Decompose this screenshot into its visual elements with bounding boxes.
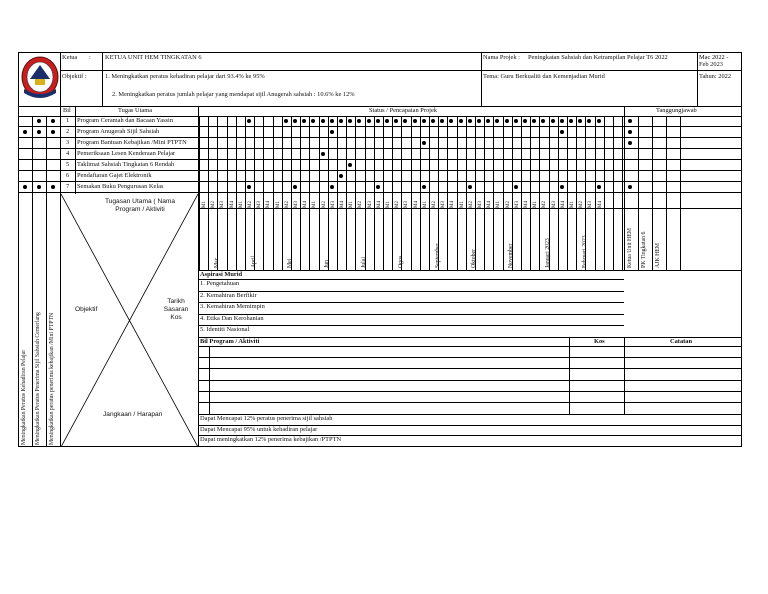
tahun: Tahun: 2022	[699, 73, 732, 80]
schedule-dot	[422, 119, 426, 123]
schedule-dot	[302, 119, 306, 123]
week-label: M3	[515, 201, 520, 208]
task-label: Semakan Buku Pengurusan Kelas	[77, 183, 164, 190]
schedule-dot	[523, 119, 527, 123]
task-number: 6	[66, 172, 70, 179]
schedule-dot	[431, 119, 435, 123]
schedule-dot	[394, 119, 398, 123]
week-label: M2	[542, 201, 547, 208]
responsibility-dot	[628, 141, 632, 145]
schedule-dot	[376, 119, 380, 123]
week-label: M2	[358, 201, 363, 208]
ketua-colon: :	[89, 54, 91, 61]
tanggungjawab-header: Tanggungjawab	[656, 107, 697, 114]
schedule-dot	[505, 119, 509, 123]
schedule-dot	[514, 185, 518, 189]
ketua-value: KETUA UNIT HEM TINGKATAN 6	[105, 54, 202, 61]
month-label: September	[435, 243, 441, 268]
week-label: M1	[312, 201, 317, 208]
task-number: 2	[66, 128, 70, 135]
week-label: M4	[303, 201, 308, 208]
week-label: M1	[386, 201, 391, 208]
aspirasi-item: 3. Kemahiran Memimpin	[200, 303, 265, 310]
month-label: Mac	[214, 257, 220, 268]
schedule-dot	[532, 119, 536, 123]
week-label: M3	[404, 201, 409, 208]
schedule-dot	[293, 119, 297, 123]
week-label: M3	[478, 201, 483, 208]
schedule-dot	[422, 141, 426, 145]
task-label: Pendaftaran Gajet Elektronik	[77, 172, 152, 179]
responsibility-dot	[628, 119, 632, 123]
week-label: M2	[395, 201, 400, 208]
program-catatan: Catatan	[670, 338, 693, 345]
outcome-row: Dapat Mencapai 95% untuk kehadiran pelajar	[200, 426, 318, 433]
schedule-dot	[560, 185, 564, 189]
progress-dot	[23, 130, 27, 134]
responsibility-dot	[628, 130, 632, 134]
schedule-dot	[339, 119, 343, 123]
progress-dot	[37, 130, 41, 134]
school-logo	[20, 53, 60, 103]
schedule-dot	[413, 119, 417, 123]
task-label: Taklimat Sahsiah Tingkatan 6 Rendah	[77, 161, 175, 168]
schedule-dot	[357, 119, 361, 123]
week-label: M4	[414, 201, 419, 208]
outcome-row: Dapat meningkatkan 12% penerima kebajikan /PTPTN	[200, 436, 342, 443]
week-label: M1	[349, 201, 354, 208]
objektif-2: 2. Meningkatkan peratus jumlah pelajar yang mendapat sijil Anugerah sahsiah : 10.6% ke 12%	[112, 91, 355, 98]
week-label: M4	[487, 201, 492, 208]
week-label: M2	[579, 201, 584, 208]
schedule-dot	[578, 119, 582, 123]
schedule-dot	[330, 130, 334, 134]
week-label: M2	[248, 201, 253, 208]
month-label: Oktober	[471, 249, 477, 268]
week-label: M2	[506, 201, 511, 208]
week-label: M2	[469, 201, 474, 208]
progress-dot	[23, 185, 27, 189]
schedule-dot	[560, 130, 564, 134]
week-label: M1	[423, 201, 428, 208]
aspirasi-item: 4. Etika Dan Kerohanian	[200, 315, 264, 322]
month-label: Januari 2023	[545, 238, 551, 268]
schedule-dot	[330, 185, 334, 189]
aspirasi-item: 5. Identiti Nasional	[200, 326, 250, 333]
week-label: M3	[368, 201, 373, 208]
matrix-tugasan: Tugasan Utama ( Nama Program / Aktiviti	[104, 198, 176, 213]
schedule-dot	[330, 119, 334, 123]
schedule-dot	[321, 152, 325, 156]
week-label: M3	[552, 201, 557, 208]
side-label-2: Meningkatkan Peratus Penerima Sijil Sahsiah Cemerlang	[35, 312, 41, 445]
progress-dot	[51, 130, 55, 134]
task-label: Pemeriksaan Lesen Kenderaan Pelajar	[77, 150, 176, 157]
bil-header: Bil	[63, 107, 71, 114]
week-label: M4	[450, 201, 455, 208]
progress-dot	[51, 185, 55, 189]
matrix-objektif: Objektif	[75, 306, 98, 313]
schedule-dot	[247, 119, 251, 123]
schedule-dot	[569, 119, 573, 123]
month-label: Mei	[287, 258, 293, 268]
schedule-dot	[449, 119, 453, 123]
schedule-dot	[284, 119, 288, 123]
schedule-dot	[422, 185, 426, 189]
schedule-dot	[551, 119, 555, 123]
side-label-3: Meningkatkan peratus penerima kebajikan /Mini PTPTN	[49, 312, 55, 445]
week-label: M1	[202, 201, 207, 208]
week-label: M4	[598, 201, 603, 208]
schedule-dot	[514, 119, 518, 123]
week-label: M1	[239, 201, 244, 208]
schedule-dot	[348, 163, 352, 167]
schedule-dot	[339, 174, 343, 178]
week-label: M4	[340, 201, 345, 208]
task-label: Program Anugerah Sijil Sahsiah	[77, 128, 160, 135]
schedule-dot	[486, 119, 490, 123]
week-label: M3	[257, 201, 262, 208]
week-label: M2	[322, 201, 327, 208]
week-label: M1	[570, 201, 575, 208]
week-label: M2	[285, 201, 290, 208]
status-header: Status / Pencapaian Projek	[369, 107, 437, 114]
week-label: M3	[331, 201, 336, 208]
tugas-header: Tugas Utama	[118, 107, 153, 114]
responsible-label: AJK HEM	[655, 243, 661, 268]
schedule-dot	[385, 119, 389, 123]
schedule-dot	[247, 185, 251, 189]
task-label: Program Ceramah dan Bacaan Yassin	[77, 117, 174, 124]
schedule-dot	[541, 119, 545, 123]
matrix-jangkaan: Jangkaan / Harapan	[103, 411, 163, 418]
objektif-label: Objektif :	[62, 73, 87, 80]
task-label: Program Bantuan Kebajikan /Mini PTPTN	[77, 139, 187, 146]
week-label: M2	[432, 201, 437, 208]
schedule-dot	[468, 119, 472, 123]
month-label: November	[508, 243, 514, 268]
week-label: M4	[561, 201, 566, 208]
week-label: M2	[211, 201, 216, 208]
progress-dot	[37, 185, 41, 189]
schedule-dot	[468, 185, 472, 189]
responsibility-dot	[628, 185, 632, 189]
progress-dot	[51, 119, 55, 123]
week-label: M4	[377, 201, 382, 208]
period: Mac 2022 - Feb 2023	[699, 54, 729, 68]
week-label: M4	[266, 201, 271, 208]
schedule-dot	[459, 119, 463, 123]
schedule-dot	[495, 119, 499, 123]
week-label: M4	[230, 201, 235, 208]
schedule-dot	[587, 119, 591, 123]
week-label: M3	[588, 201, 593, 208]
program-kos: Kos	[594, 338, 605, 345]
schedule-dot	[367, 119, 371, 123]
week-label: M3	[220, 201, 225, 208]
responsible-label: Ketua Unit HEM	[627, 228, 633, 268]
task-number: 1	[66, 117, 70, 124]
matrix-tarikh: Tarikh Sasaran Kos	[163, 298, 189, 321]
aspirasi-item: 2. Kemahiran Berfikir	[200, 292, 257, 299]
program-bil: Bil Program / Aktiviti	[200, 338, 260, 345]
month-label: Ogos	[398, 255, 404, 268]
projek-label: Nama Projek :	[483, 54, 520, 61]
schedule-dot	[376, 185, 380, 189]
schedule-dot	[403, 119, 407, 123]
month-label: Jun	[324, 259, 330, 268]
aspirasi-title: Aspirasi Murid	[200, 271, 243, 278]
month-label: April	[251, 255, 257, 268]
progress-dot	[37, 119, 41, 123]
month-label: Februari 2023	[582, 235, 588, 268]
week-label: M1	[460, 201, 465, 208]
projek-value: Peningkatan Sahsiah dan Ketrampilan Pelajar T6 2022	[528, 54, 668, 61]
objektif-1: 1. Meningkatkan peratus kehadiran pelajar dari 93.4% ke 95%	[105, 73, 265, 80]
side-label-1: Meningkatkan Peratus Kehadiran Pelajar	[21, 349, 27, 445]
task-number: 5	[66, 161, 70, 168]
schedule-dot	[311, 119, 315, 123]
week-label: M1	[533, 201, 538, 208]
ketua-label: Ketua	[62, 54, 78, 61]
schedule-dot	[597, 119, 601, 123]
outcome-row: Dapat Mencapai 12% peratus penerima sijil sahsiah	[200, 415, 333, 422]
aspirasi-item: 1. Pengetahuan	[200, 280, 240, 287]
schedule-dot	[321, 119, 325, 123]
week-label: M3	[294, 201, 299, 208]
month-label: Julai	[361, 257, 367, 268]
week-label: M4	[524, 201, 529, 208]
task-number: 3	[66, 139, 70, 146]
week-label: M1	[496, 201, 501, 208]
schedule-dot	[293, 185, 297, 189]
task-number: 4	[66, 150, 70, 157]
schedule-dot	[597, 185, 601, 189]
task-number: 7	[66, 183, 70, 190]
schedule-dot	[560, 119, 564, 123]
schedule-dot	[440, 119, 444, 123]
schedule-dot	[477, 119, 481, 123]
responsible-label: PK Tingkatan 6	[641, 231, 647, 268]
week-label: M3	[441, 201, 446, 208]
schedule-dot	[348, 119, 352, 123]
week-label: M1	[276, 201, 281, 208]
tema: Tema: Guru Berkualiti dan Kemenjadian Murid	[483, 73, 605, 80]
